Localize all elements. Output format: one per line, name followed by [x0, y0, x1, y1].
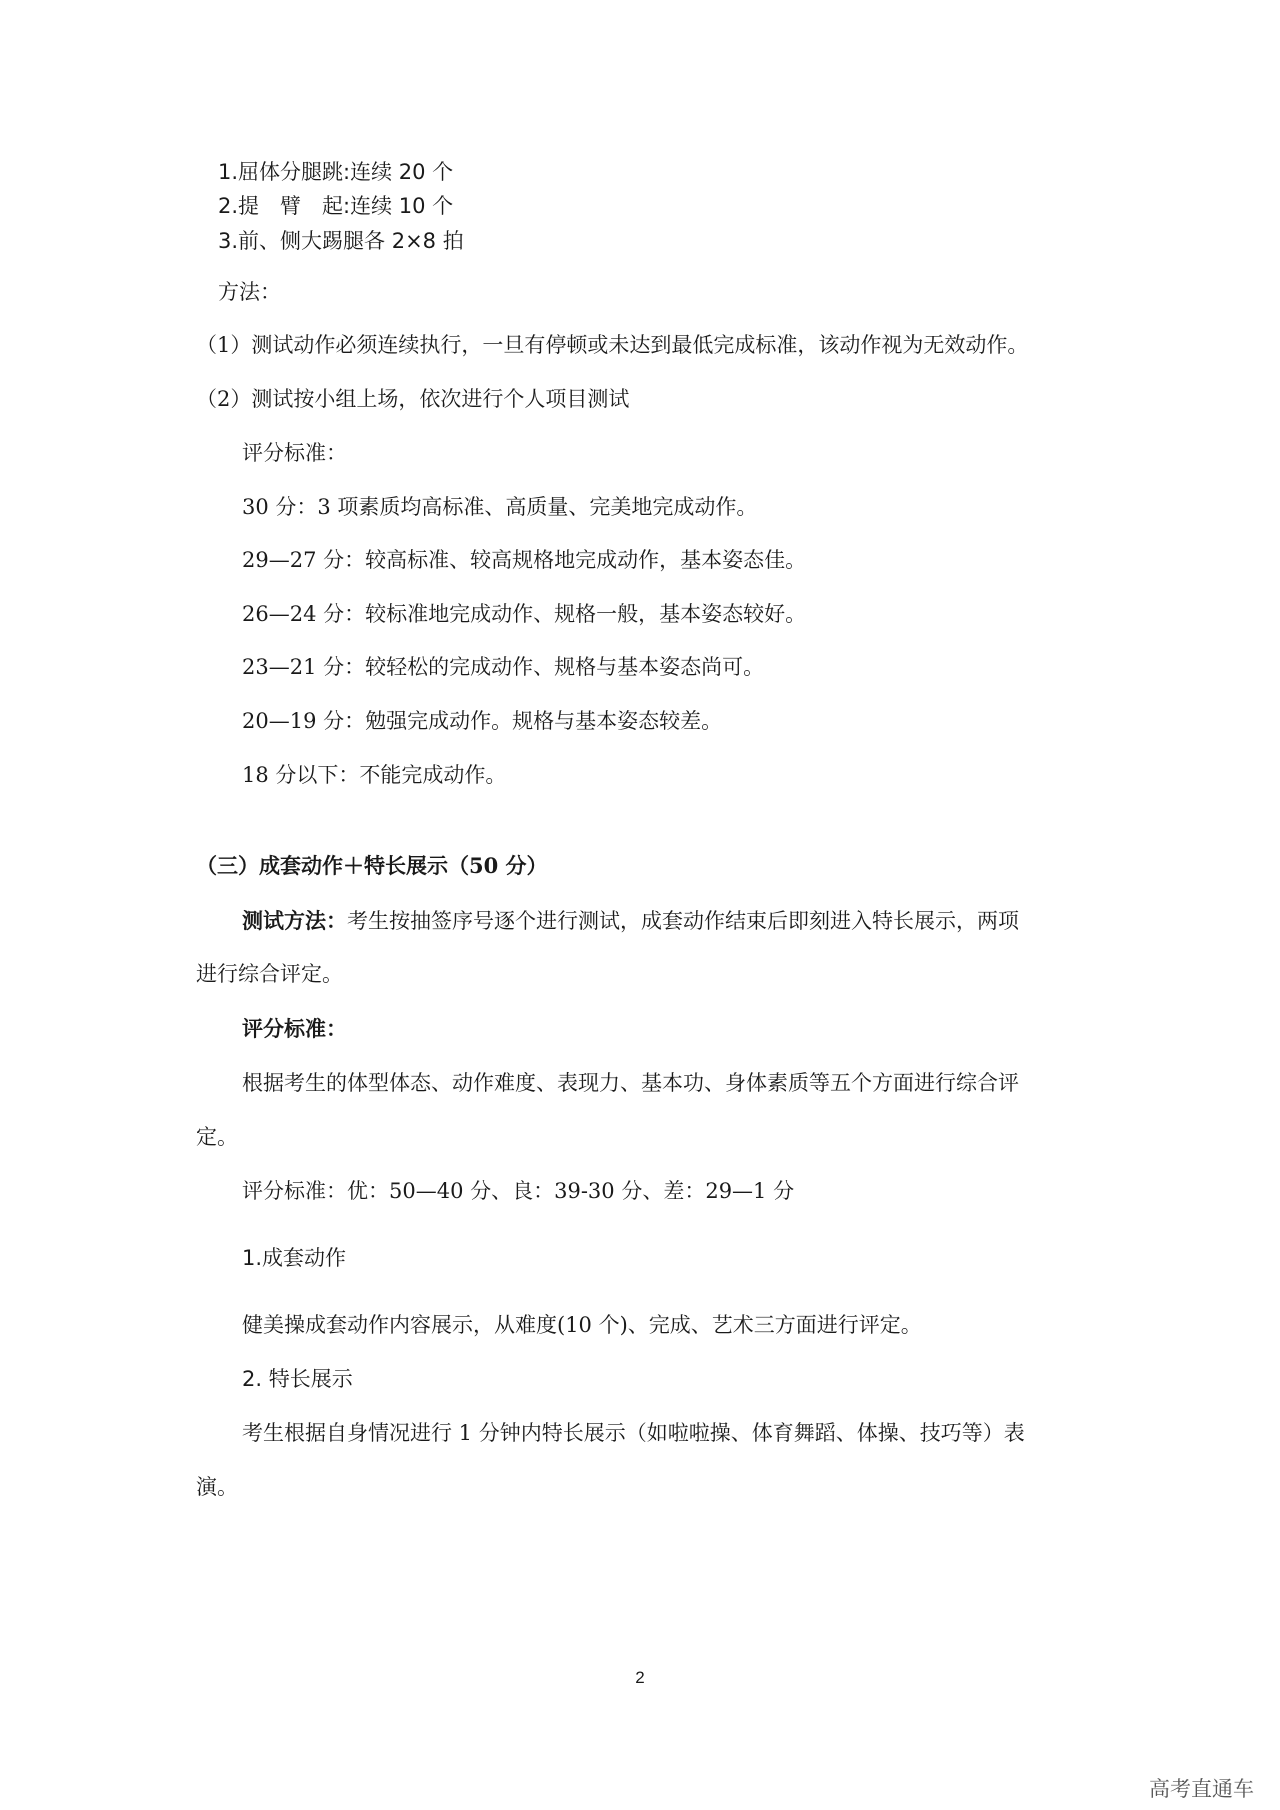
method-item-1: （1）测试动作必须连续执行，一旦有停顿或未达到最低完成标准，该动作视为无效动作。 — [196, 333, 1029, 357]
criteria-label: 评分标准： — [242, 441, 347, 465]
method-item-2: （2）测试按小组上场，依次进行个人项目测试 — [196, 387, 630, 411]
grade-text: 评分标准：优：50—40 分、良：39-30 分、差：29—1 分 — [242, 1179, 795, 1203]
talent-description-continued: 演。 — [196, 1475, 238, 1499]
test-method-text-continued: 进行综合评定。 — [196, 962, 343, 986]
criteria-item-1: 30 分：3 项素质均高标准、高质量、完美地完成动作。 — [242, 495, 758, 519]
section-criteria-label: 评分标准： — [242, 1016, 347, 1041]
test-method-paragraph — [242, 908, 1019, 934]
criteria-item-3: 26—24 分：较标准地完成动作、规格一般，基本姿态较好。 — [242, 602, 807, 626]
section-criteria-text-continued: 定。 — [196, 1125, 238, 1149]
test-method-label: 测试方法： — [242, 908, 347, 933]
section-heading: （三）成套动作＋特长展示（50 分） — [196, 853, 548, 878]
watermark: 高考直通车 — [1149, 1777, 1254, 1801]
page-number: 2 — [635, 1668, 645, 1687]
criteria-item-5: 20—19 分：勉强完成动作。规格与基本姿态较差。 — [242, 709, 723, 733]
list-item-2: 2.提 臂 起:连续 10 个 — [218, 194, 454, 218]
routine-description: 健美操成套动作内容展示，从难度(10 个)、完成、艺术三方面进行评定。 — [242, 1313, 922, 1337]
sub-title-talent: 2. 特长展示 — [242, 1367, 353, 1391]
talent-description: 考生根据自身情况进行 1 分钟内特长展示（如啦啦操、体育舞蹈、体操、技巧等）表 — [242, 1421, 1025, 1445]
method-label: 方法： — [218, 280, 281, 304]
list-item-1: 1.屈体分腿跳:连续 20 个 — [218, 160, 454, 184]
criteria-item-4: 23—21 分：较轻松的完成动作、规格与基本姿态尚可。 — [242, 655, 765, 679]
sub-title-routine: 1.成套动作 — [242, 1246, 347, 1270]
section-criteria-text: 根据考生的体型体态、动作难度、表现力、基本功、身体素质等五个方面进行综合评 — [242, 1071, 1019, 1095]
list-item-3: 3.前、侧大踢腿各 2×8 拍 — [218, 229, 464, 253]
test-method-text: 考生按抽签序号逐个进行测试，成套动作结束后即刻进入特长展示，两项 — [347, 909, 1019, 933]
criteria-item-6: 18 分以下：不能完成动作。 — [242, 763, 507, 787]
criteria-item-2: 29—27 分：较高标准、较高规格地完成动作，基本姿态佳。 — [242, 548, 807, 572]
